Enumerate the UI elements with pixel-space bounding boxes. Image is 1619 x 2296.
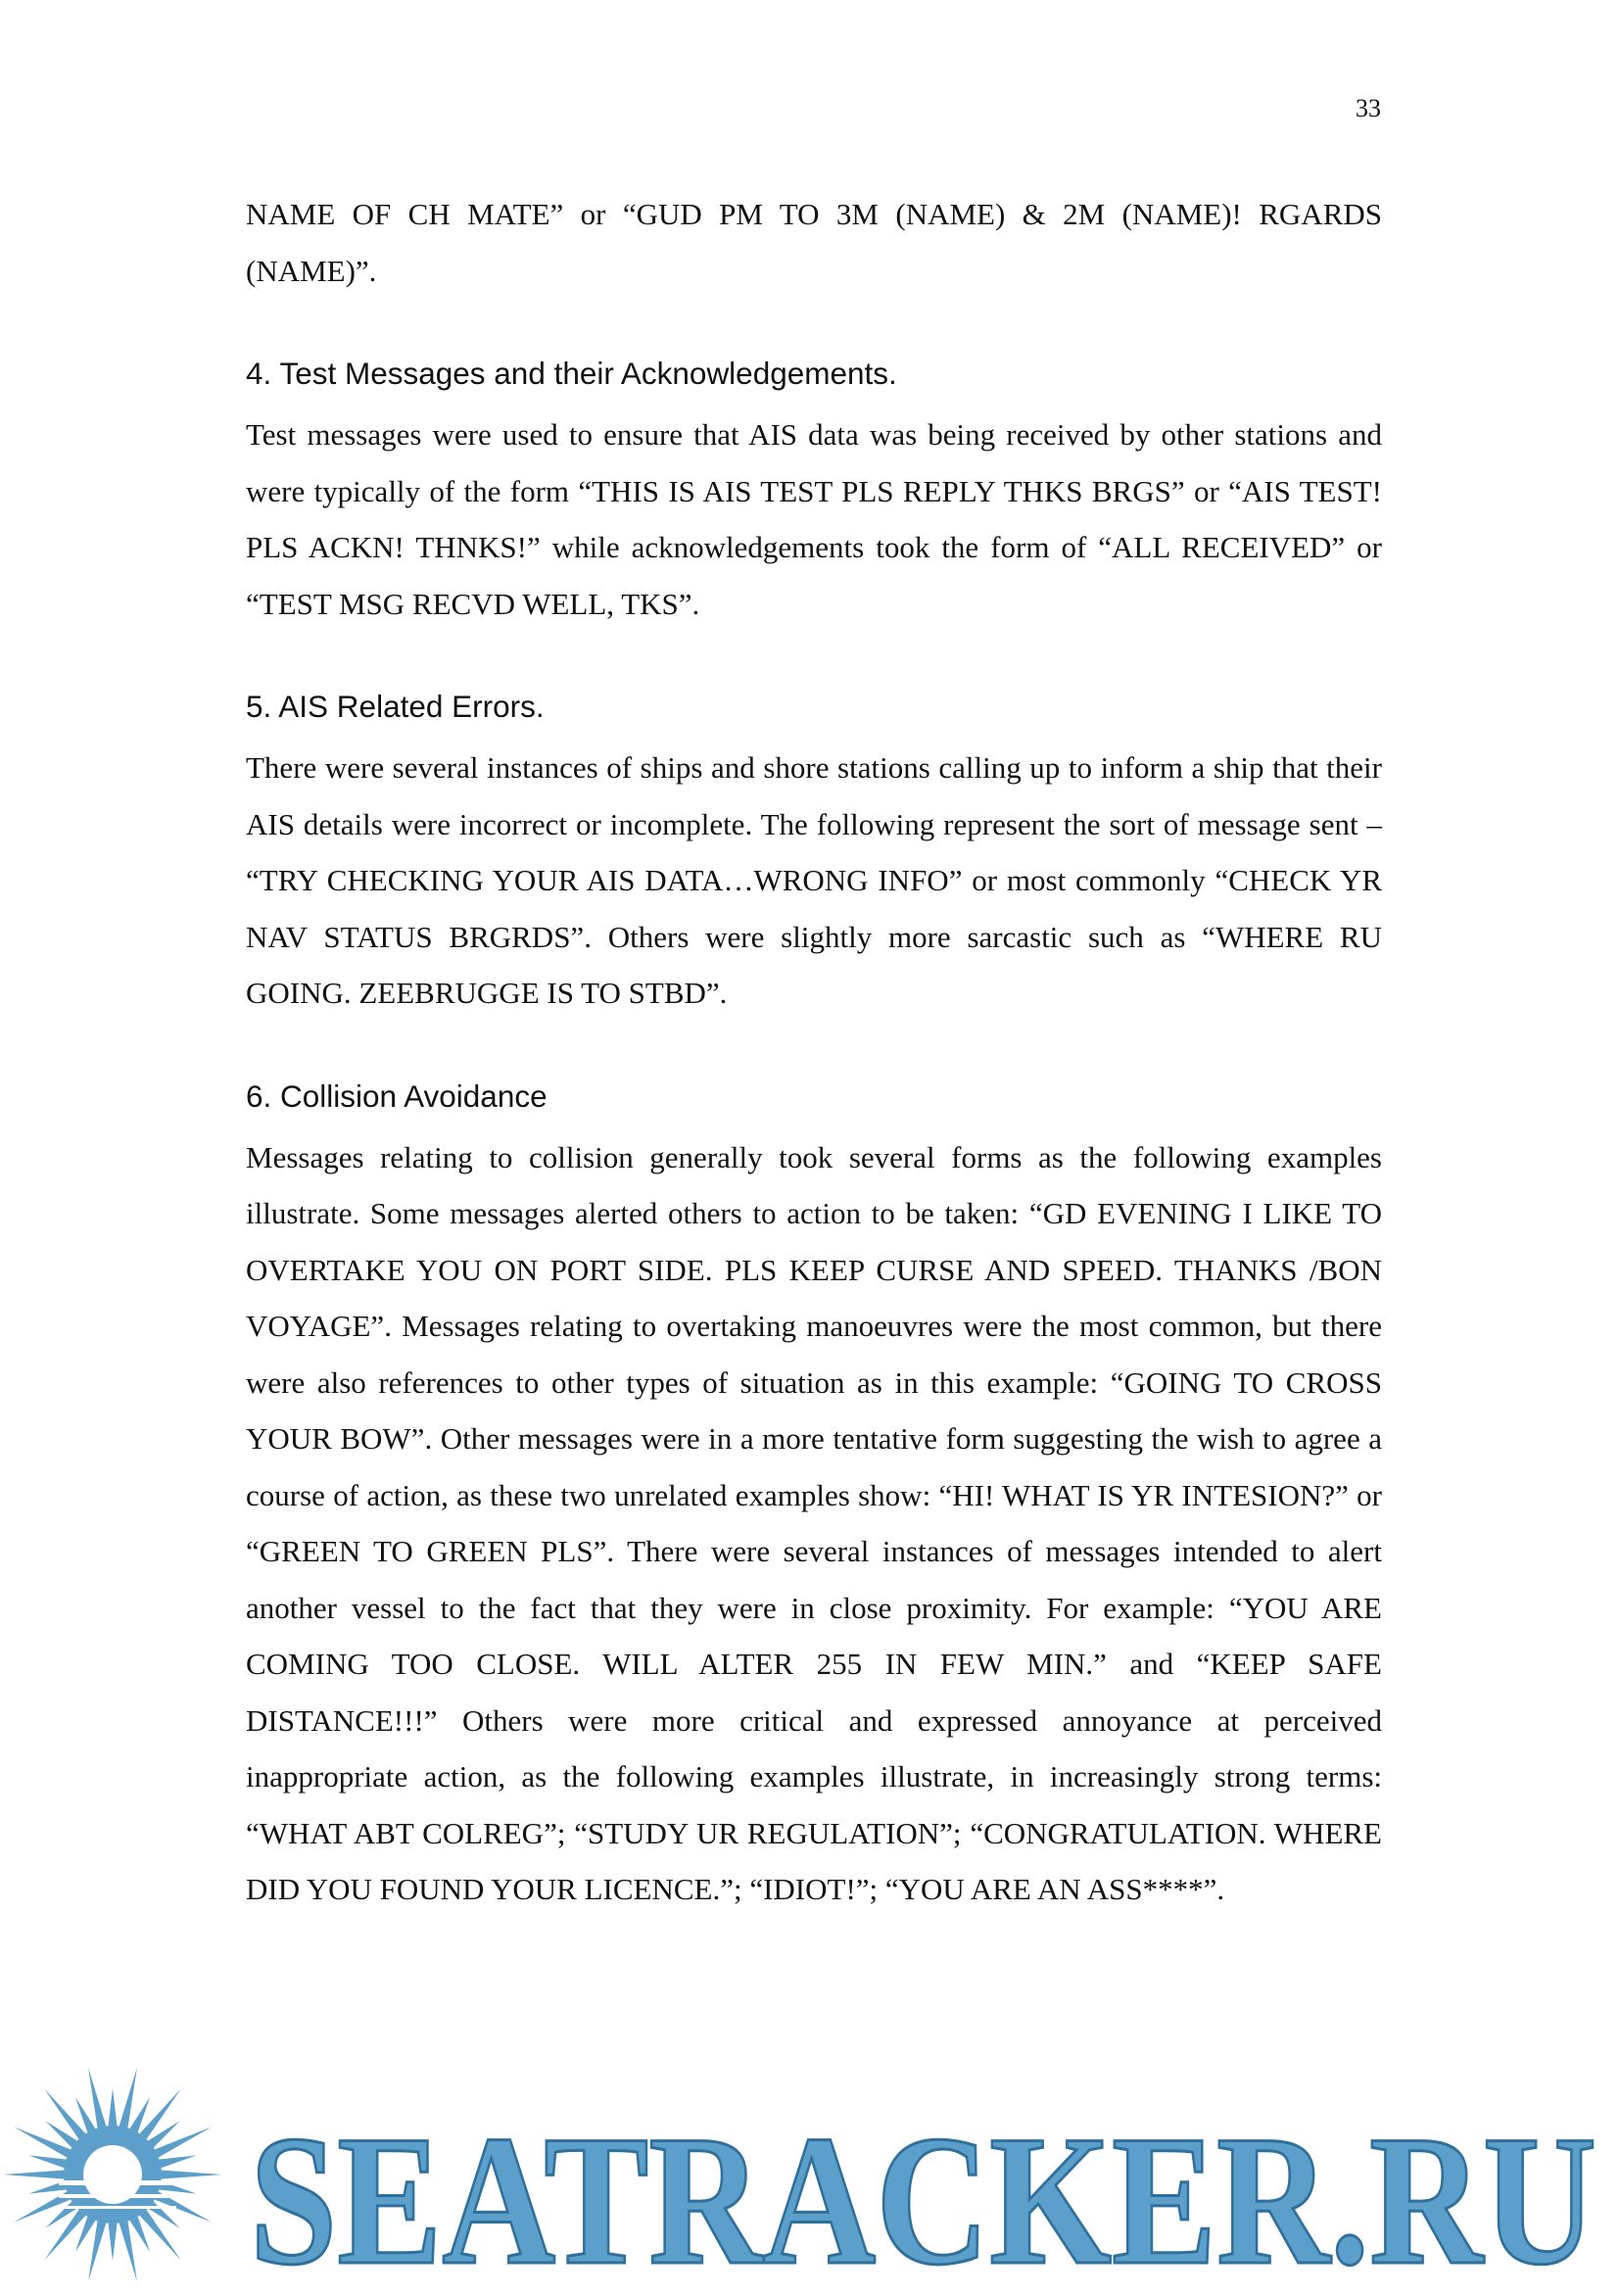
section-body-ais-errors: There were several instances of ships and shore stations calling up to inform a ship that their AIS details were incorrect or incomplete. The following represent the sort of message sent – “TRY CHECKING YOUR AIS DATA…WRONG INFO” or most commonly “CHECK YR NAV STATUS BRGRDS”. Others were slightly more sarcastic such as “WHERE RU GOING. ZEEBRUGGE IS TO STBD”. <box>246 750 1382 1010</box>
sun-ray <box>3 2171 64 2179</box>
watermark-graphic <box>0 2047 1619 2291</box>
sun-ray <box>88 2222 106 2282</box>
section-body-collision-avoidance: Messages relating to collision generally took several forms as the following examples illustrate. Some messages alerted others to action to be taken: “GD EVENING I LIKE TO OVERTAKE YOU ON PORT SIDE. PLS KEEP CURSE AND SPEED. THANKS /BON VOYAGE”. Messages relating to overtaking manoeuvres were the most common, but there were also references to other types of situation as in this example: “GOING TO CROSS YOUR BOW”. Other messages were in a more tentative form suggesting the wish to agree a course of action, as these two unrelated examples show: “HI! WHAT IS YR INTESION?” or “GREEN TO GREEN PLS”. There were several instances of messages intended to alert another vessel to the fact that they were in close proximity. For example: “YOU ARE COMING TOO CLOSE. WILL ALTER 255 IN FEW MIN.” and “KEEP SAFE DISTANCE!!!” Others were more critical and expressed annoyance at perceived inappropriate action, as the following examples illustrate, in increasingly strong terms: “WHAT ABT COLREG”; “STUDY UR REGULATION”; “CONGRATULATION. WHERE DID YOU FOUND YOUR LICENCE.”; “IDIOT!”; “YOU ARE AN ASS****”. <box>246 1139 1382 1906</box>
watermark <box>0 2047 1619 2291</box>
section-heading-collision-avoidance: 6. Collision Avoidance <box>246 1077 548 1114</box>
sun-ray <box>109 2088 118 2126</box>
intro-paragraph: NAME OF CH MATE” or “GUD PM TO 3M (NAME) & 2M (NAME)! RGARDS (NAME)”. <box>246 197 1382 288</box>
sun-ray <box>44 2088 85 2138</box>
sun-ray <box>109 2224 118 2261</box>
sun-ray <box>119 2222 137 2282</box>
watermark-text: SEATRACKER.RU <box>250 2098 1596 2291</box>
sun-ray <box>162 2171 222 2179</box>
page-number: 33 <box>1356 94 1381 122</box>
section-body-test-messages: Test messages were used to ensure that AIS data was being received by other stations and were typically of the form “THIS IS AIS TEST PLS REPLY THKS BRGS” or “AIS TEST! PLS ACKN! THNKS!” while acknowledgements took the form of “ALL RECEIVED” or “TEST MSG RECVD WELL, TKS”. <box>246 417 1382 621</box>
sun-ray <box>44 2210 85 2260</box>
section-heading-test-messages: 4. Test Messages and their Acknowledgements. <box>246 356 897 391</box>
sun-ray <box>140 2210 181 2260</box>
sun-icon <box>3 2068 222 2281</box>
sun-ray <box>119 2068 137 2129</box>
sun-ray <box>140 2088 181 2138</box>
sun-ray <box>28 2155 66 2168</box>
sun-ray <box>88 2068 106 2129</box>
section-heading-ais-errors: 5. AIS Related Errors. <box>246 689 545 724</box>
sun-ray <box>160 2155 197 2168</box>
document-body <box>246 186 1382 1918</box>
